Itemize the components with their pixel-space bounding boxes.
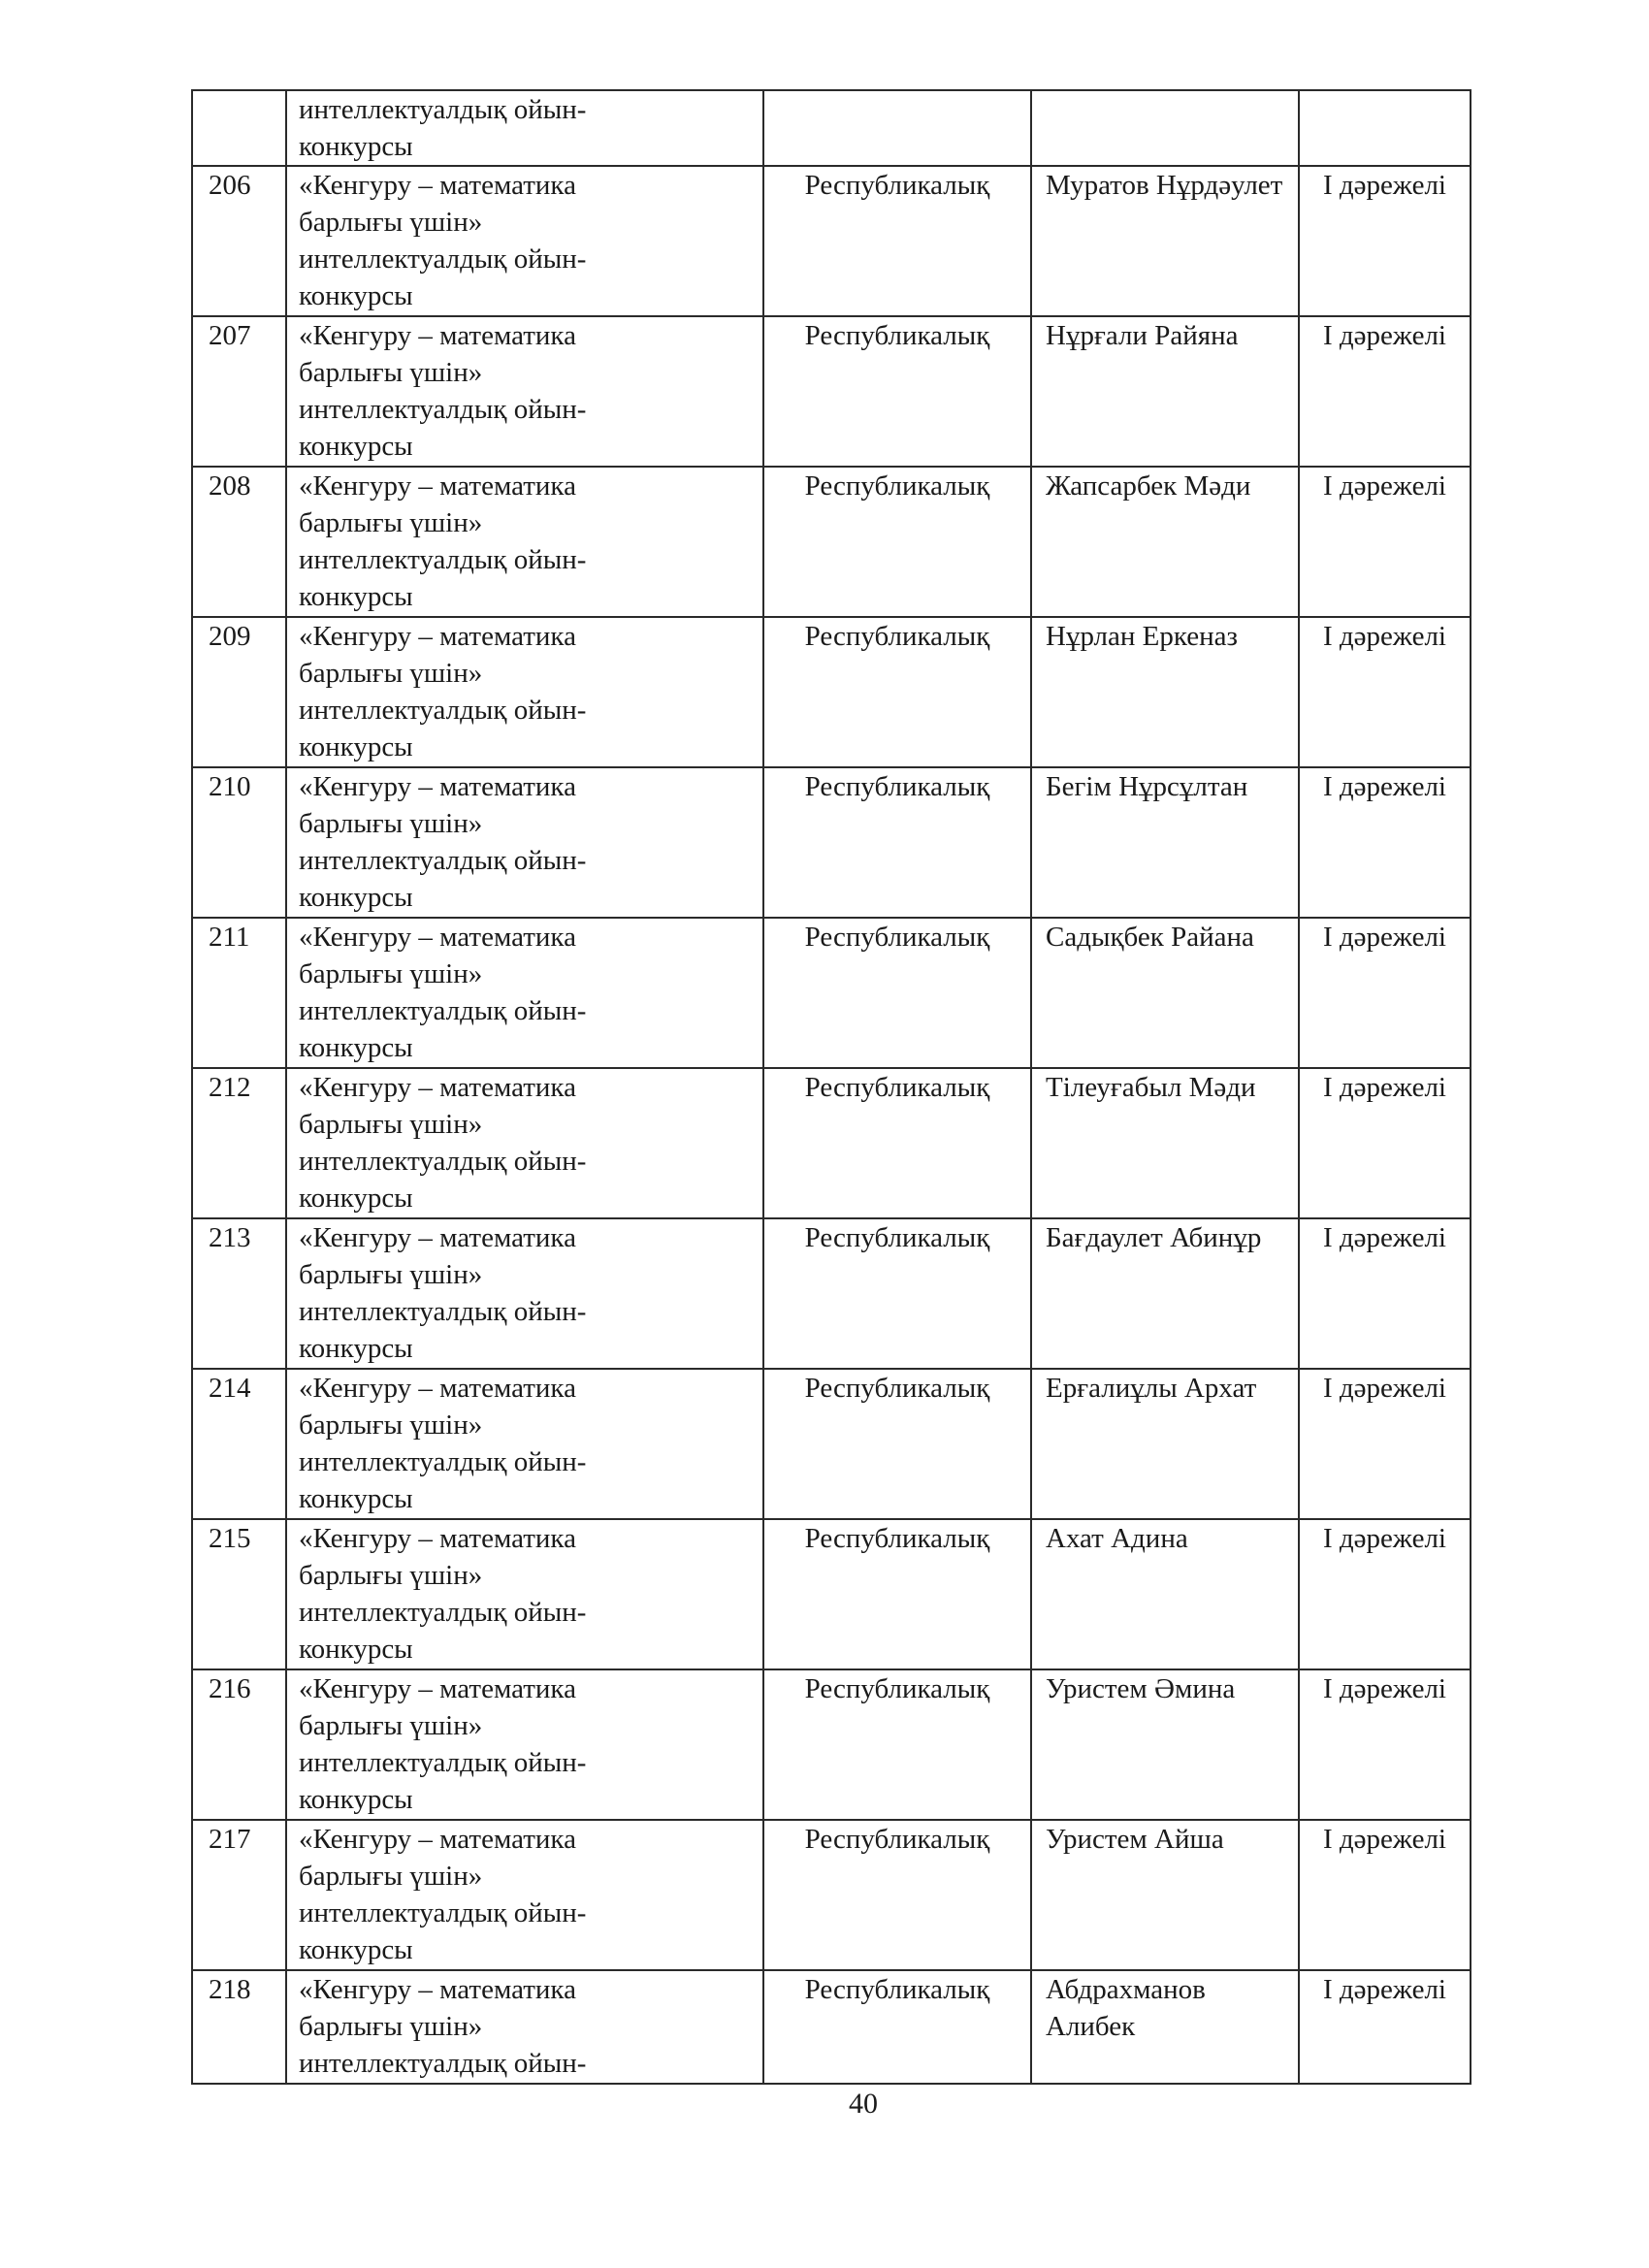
continuation-row (192, 90, 1471, 166)
competition-name-cell (286, 1369, 763, 1519)
participant-name-cell: Жапсарбек Мәди (1031, 467, 1299, 617)
competition-name-line: барлығы үшін» (299, 357, 483, 388)
competition-name-cell (286, 166, 763, 316)
table-row (192, 166, 1471, 316)
competition-name-line: барлығы үшін» (299, 2011, 483, 2042)
level-cell: Республикалық (763, 1970, 1031, 2084)
continuation-level-cell (763, 90, 1031, 166)
participant-name-cell: Муратов Нұрдәулет (1031, 166, 1299, 316)
table-row (192, 316, 1471, 467)
competition-name-line: интеллектуалдық ойын- (299, 2048, 587, 2079)
participant-name-cell: Нұрлан Еркеназ (1031, 617, 1299, 767)
table-row (192, 467, 1471, 617)
level-cell: Республикалық (763, 1068, 1031, 1218)
competition-name-line: интеллектуалдық ойын- (299, 1146, 587, 1177)
competition-name-line: барлығы үшін» (299, 1109, 483, 1140)
degree-cell: I дәрежелі (1299, 316, 1471, 467)
competition-name-line: конкурсы (299, 1183, 413, 1214)
level-cell: Республикалық (763, 617, 1031, 767)
continuation-name-line: интеллектуалдық ойын- (299, 94, 587, 125)
row-number-cell: 216 (192, 1669, 286, 1820)
participant-name-cell: Бегім Нұрсұлтан (1031, 767, 1299, 918)
competition-name-line: конкурсы (299, 280, 413, 311)
row-number-cell: 214 (192, 1369, 286, 1519)
row-number-cell: 207 (192, 316, 286, 467)
degree-cell: I дәрежелі (1299, 1218, 1471, 1369)
level-cell: Республикалық (763, 1519, 1031, 1669)
competition-name-line: барлығы үшін» (299, 658, 483, 689)
competition-name-line: «Кенгуру – математика (299, 470, 576, 502)
awards-table (191, 89, 1471, 2085)
competition-name-line: «Кенгуру – математика (299, 1974, 576, 2005)
table-row (192, 617, 1471, 767)
participant-name-cell: Бағдаулет Абинұр (1031, 1218, 1299, 1369)
competition-name-cell (286, 617, 763, 767)
degree-cell: I дәрежелі (1299, 918, 1471, 1068)
competition-name-line: интеллектуалдық ойын- (299, 1897, 587, 1928)
competition-name-line: конкурсы (299, 1934, 413, 1965)
competition-name-line: интеллектуалдық ойын- (299, 1296, 587, 1327)
competition-name-cell (286, 1218, 763, 1369)
table-row (192, 1970, 1471, 2084)
competition-name-line: барлығы үшін» (299, 958, 483, 989)
competition-name-line: интеллектуалдық ойын- (299, 1597, 587, 1628)
competition-name-line: интеллектуалдық ойын- (299, 1446, 587, 1477)
competition-name-cell (286, 1669, 763, 1820)
table-row (192, 1068, 1471, 1218)
level-cell: Республикалық (763, 467, 1031, 617)
competition-name-line: конкурсы (299, 1032, 413, 1063)
competition-name-line: барлығы үшін» (299, 808, 483, 839)
degree-cell: I дәрежелі (1299, 1519, 1471, 1669)
table-row (192, 767, 1471, 918)
continuation-person-cell (1031, 90, 1299, 166)
page-number: 40 (849, 2088, 878, 2120)
participant-name-cell: Тілеуғабыл Мәди (1031, 1068, 1299, 1218)
participant-name-cell: Уристем Әмина (1031, 1669, 1299, 1820)
row-number-cell: 208 (192, 467, 286, 617)
competition-name-cell (286, 1970, 763, 2084)
competition-name-line: интеллектуалдық ойын- (299, 1747, 587, 1778)
competition-name-line: «Кенгуру – математика (299, 170, 576, 201)
competition-name-cell (286, 1519, 763, 1669)
row-number-cell: 217 (192, 1820, 286, 1970)
competition-name-line: «Кенгуру – математика (299, 1824, 576, 1855)
degree-cell: I дәрежелі (1299, 617, 1471, 767)
row-number-cell: 212 (192, 1068, 286, 1218)
degree-cell: I дәрежелі (1299, 1068, 1471, 1218)
competition-name-cell (286, 467, 763, 617)
competition-name-line: барлығы үшін» (299, 1861, 483, 1892)
competition-name-line: «Кенгуру – математика (299, 1072, 576, 1103)
degree-cell: I дәрежелі (1299, 1369, 1471, 1519)
continuation-num-cell (192, 90, 286, 166)
participant-name-cell: Уристем Айша (1031, 1820, 1299, 1970)
competition-name-line: «Кенгуру – математика (299, 1673, 576, 1704)
competition-name-line: «Кенгуру – математика (299, 320, 576, 351)
competition-name-cell (286, 1068, 763, 1218)
competition-name-line: интеллектуалдық ойын- (299, 394, 587, 425)
degree-cell: I дәрежелі (1299, 767, 1471, 918)
competition-name-cell (286, 767, 763, 918)
level-cell: Республикалық (763, 767, 1031, 918)
competition-name-line: барлығы үшін» (299, 1710, 483, 1741)
competition-name-line: конкурсы (299, 581, 413, 612)
degree-cell: I дәрежелі (1299, 1669, 1471, 1820)
competition-name-line: интеллектуалдық ойын- (299, 544, 587, 575)
level-cell: Республикалық (763, 1218, 1031, 1369)
competition-name-line: конкурсы (299, 431, 413, 462)
competition-name-cell (286, 316, 763, 467)
row-number-cell: 218 (192, 1970, 286, 2084)
competition-name-line: «Кенгуру – математика (299, 1523, 576, 1554)
table-row (192, 1519, 1471, 1669)
competition-name-line: интеллектуалдық ойын- (299, 243, 587, 275)
competition-name-line: интеллектуалдық ойын- (299, 845, 587, 876)
competition-name-line: «Кенгуру – математика (299, 1222, 576, 1253)
row-number-cell: 215 (192, 1519, 286, 1669)
competition-name-line: «Кенгуру – математика (299, 1373, 576, 1404)
competition-name-line: конкурсы (299, 1333, 413, 1364)
competition-name-line: интеллектуалдық ойын- (299, 995, 587, 1026)
competition-name-cell (286, 1820, 763, 1970)
level-cell: Республикалық (763, 316, 1031, 467)
competition-name-line: барлығы үшін» (299, 1409, 483, 1441)
participant-name-cell: Садықбек Райана (1031, 918, 1299, 1068)
competition-name-line: «Кенгуру – математика (299, 922, 576, 953)
competition-name-line: конкурсы (299, 731, 413, 762)
level-cell: Республикалық (763, 1669, 1031, 1820)
row-number-cell: 206 (192, 166, 286, 316)
level-cell: Республикалық (763, 1369, 1031, 1519)
participant-name-cell: Абдрахманов Алибек (1031, 1970, 1299, 2084)
table-row (192, 1369, 1471, 1519)
awards-table-body (192, 90, 1471, 2084)
competition-name-line: барлығы үшін» (299, 507, 483, 538)
competition-name-line: конкурсы (299, 882, 413, 913)
row-number-cell: 211 (192, 918, 286, 1068)
row-number-cell: 213 (192, 1218, 286, 1369)
table-row (192, 1218, 1471, 1369)
table-row (192, 918, 1471, 1068)
row-number-cell: 209 (192, 617, 286, 767)
participant-name-cell: Ахат Адина (1031, 1519, 1299, 1669)
competition-name-line: конкурсы (299, 1483, 413, 1514)
continuation-degree-cell (1299, 90, 1471, 166)
competition-name-line: барлығы үшін» (299, 1560, 483, 1591)
competition-name-line: конкурсы (299, 1634, 413, 1665)
degree-cell: I дәрежелі (1299, 166, 1471, 316)
degree-cell: I дәрежелі (1299, 1820, 1471, 1970)
competition-name-line: конкурсы (299, 1784, 413, 1815)
participant-name-cell: Нұрғали Райяна (1031, 316, 1299, 467)
continuation-name-cell (286, 90, 763, 166)
competition-name-line: интеллектуалдық ойын- (299, 695, 587, 726)
degree-cell: I дәрежелі (1299, 467, 1471, 617)
participant-name-cell: Ерғалиұлы Архат (1031, 1369, 1299, 1519)
competition-name-cell (286, 918, 763, 1068)
continuation-name-line: конкурсы (299, 131, 413, 162)
row-number-cell: 210 (192, 767, 286, 918)
competition-name-line: «Кенгуру – математика (299, 771, 576, 802)
competition-name-line: барлығы үшін» (299, 207, 483, 238)
table-row (192, 1820, 1471, 1970)
level-cell: Республикалық (763, 918, 1031, 1068)
competition-name-line: «Кенгуру – математика (299, 621, 576, 652)
degree-cell: I дәрежелі (1299, 1970, 1471, 2084)
competition-name-line: барлығы үшін» (299, 1259, 483, 1290)
level-cell: Республикалық (763, 166, 1031, 316)
table-row (192, 1669, 1471, 1820)
level-cell: Республикалық (763, 1820, 1031, 1970)
